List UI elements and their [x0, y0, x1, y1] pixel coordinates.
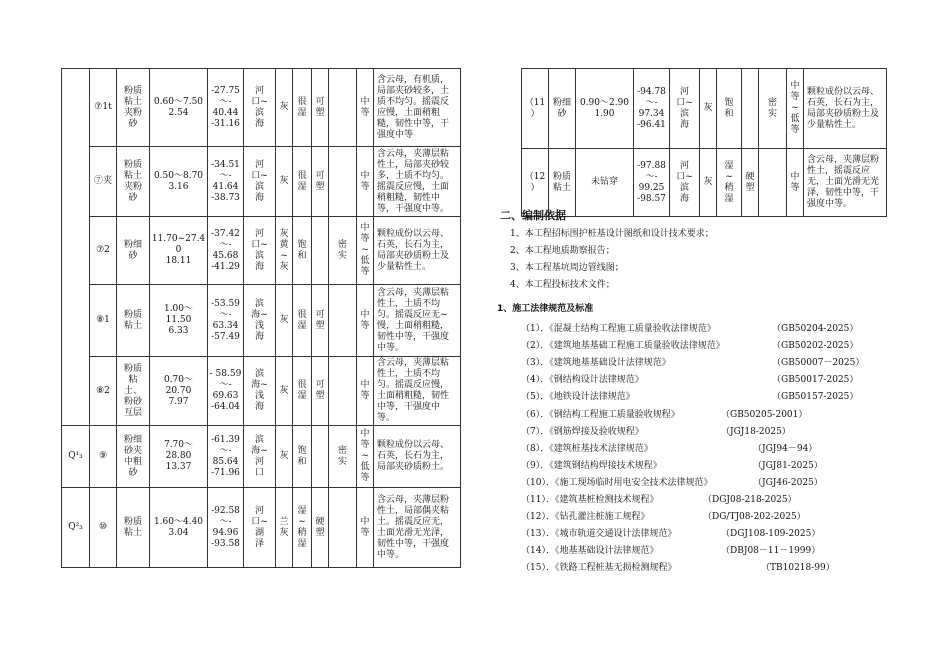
elevation-cell: -94.78 ～- 97.34 -96.41: [634, 69, 670, 149]
standard-item: [521, 494, 921, 507]
thickness-cell: 1.00～ 11.50 6.33: [150, 285, 208, 357]
layer-no-cell: ⑨: [90, 426, 117, 488]
soil-name-cell: 粉细 砂: [549, 69, 576, 149]
origin-cell: 河 口~ 滨 海: [244, 217, 276, 285]
moisture-cell: 饱 和: [717, 69, 742, 149]
layer-no-cell: ⑧1: [90, 285, 117, 357]
standard-title: （7）．《钢筋焊接及验收规程》: [521, 426, 644, 437]
density-cell: [329, 69, 357, 147]
description-cell: 含云母，夹薄层粘性土，土质不均匀。摇震反应慢，土面稍粗糙，韧性中等，干强度中等。: [374, 357, 461, 426]
plasticity-cell: [742, 69, 759, 149]
standard-title: （12）．《钻孔灌注桩施工规程》: [521, 512, 650, 523]
standard-code: （GB50202-2025）: [772, 341, 859, 352]
standard-code: （GB50017-2025）: [772, 375, 859, 386]
table-row: [62, 69, 461, 147]
era-cell: [62, 69, 90, 426]
elevation-cell: -53.59 ～- 63.34 -57.49: [208, 285, 244, 357]
standard-code: （DGJ08-218-2025）: [703, 495, 797, 505]
thickness-cell: 0.60～7.50 2.54: [150, 69, 208, 147]
standard-title: （15）．《铁路工程桩基无损检测规程》: [521, 563, 677, 574]
standard-title: （8）．《建筑桩基技术法律规范》: [521, 443, 653, 454]
soil-layer-table-left: [61, 68, 461, 568]
standard-code: （GB50205-2001）: [721, 409, 808, 420]
standard-item: [521, 528, 921, 541]
plasticity-cell: 可 塑: [312, 147, 329, 217]
standard-code: （DG/TJ08-202-2025）: [703, 512, 806, 523]
color-cell: 灰: [700, 69, 717, 149]
soil-name-cell: 粉质 粘土: [549, 149, 576, 217]
plasticity-cell: 硬 塑: [312, 488, 329, 568]
soil-name-cell: 粉质 粘 土、 粉砂 互层: [117, 357, 150, 426]
origin-cell: 滨 海~ 浅 海: [244, 285, 276, 357]
compressibility-cell: 中 等: [357, 357, 374, 426]
moisture-cell: 很 湿: [293, 357, 312, 426]
origin-cell: 河 口~ 滨 海: [670, 149, 700, 217]
thickness-cell: 未钻穿: [576, 149, 634, 217]
description-cell: 颗粒成份以云母、石英，长石为主，局部夹砂质粉土。: [374, 426, 461, 488]
thickness-cell: 0.70～ 20.70 7.97: [150, 357, 208, 426]
origin-cell: 河 口~ 滨 海: [670, 69, 700, 149]
standard-title: （2）．《建筑地基基础工程施工质量验收法律规范》: [521, 341, 725, 352]
description-cell: 颗粒成份以云母、石英，长石为主，局部夹砂质粉土及少量粘性土。: [804, 69, 887, 149]
moisture-cell: 很 湿: [293, 69, 312, 147]
standard-title: （14）．《地基基础设计法律规范》: [521, 546, 659, 557]
soil-name-cell: 粉细 砂: [117, 217, 150, 285]
standard-title: （9）．《建筑钢结构焊接技术规程》: [521, 460, 662, 471]
era-cell: Q²₃: [62, 488, 90, 568]
standard-title: （4）．《钢结构设计法律规范》: [521, 375, 644, 386]
layer-no-cell: ⑧2: [90, 357, 117, 426]
standard-code: （GB50157-2025）: [772, 392, 859, 403]
layer-no-cell: ⑩: [90, 488, 117, 568]
soil-name-cell: 粉质 粘土: [117, 285, 150, 357]
compressibility-cell: 中 等: [357, 285, 374, 357]
moisture-cell: 很 湿: [293, 147, 312, 217]
standard-code: （GB50204-2025）: [772, 324, 859, 334]
plasticity-cell: [312, 217, 329, 285]
elevation-cell: -34.51 ～- 41.64 -38.73: [208, 147, 244, 217]
soil-name-cell: 粉细 砂夹 中粗 砂: [117, 426, 150, 488]
table-row: [62, 285, 461, 357]
elevation-cell: -27.75 ～- 40.44 -31.16: [208, 69, 244, 147]
layer-no-cell: （11 ）: [522, 69, 549, 149]
standard-code: （TB10218-99）: [761, 563, 835, 574]
description-cell: 颗粒成份以云母、石英，长石为主，局部夹砂质粉土及少量粘性土。: [374, 217, 461, 285]
color-cell: 灰: [276, 357, 293, 426]
standard-title: （13）．《城市轨道交通设计法律规范》: [521, 529, 677, 540]
standard-title: （5）．《地铁设计法律规范》: [521, 392, 635, 403]
density-cell: [329, 147, 357, 217]
density-cell: [759, 149, 787, 217]
soil-name-cell: 粉质 粘土 夹粉 砂: [117, 147, 150, 217]
standard-code: （JGJ46-2025）: [753, 477, 823, 488]
moisture-cell: 很 湿: [293, 285, 312, 357]
moisture-cell: 饱 和: [293, 426, 312, 488]
table-row: [62, 426, 461, 488]
density-cell: 密 实: [329, 426, 357, 488]
standard-item: [521, 323, 921, 336]
standard-item: [521, 409, 921, 422]
compressibility-cell: 中 等: [357, 69, 374, 147]
elevation-cell: -97.88 ～- 99.25 -98.57: [634, 149, 670, 217]
soil-name-cell: 粉质 粘土 夹粉 砂: [117, 69, 150, 147]
origin-cell: 滨 海~ 河 口: [244, 426, 276, 488]
standard-title: （10）．《施工现场临时用电安全技术法律规范》: [521, 477, 713, 488]
color-cell: 灰: [276, 147, 293, 217]
standard-item: [521, 443, 921, 456]
compressibility-cell: 中 等 ~ 低 等: [357, 426, 374, 488]
moisture-cell: 湿 ~ 稍 湿: [717, 149, 742, 217]
standard-code: （JGJ94－94）: [753, 443, 818, 454]
color-cell: 灰: [276, 285, 293, 357]
color-cell: 灰: [700, 149, 717, 217]
standard-title: （1）．《混凝土结构工程施工质量验收法律规范》: [521, 324, 716, 334]
description-cell: 含云母，有机质，局部夹砂较多，土质不均匀。摇震反应慢，土面稍粗糙，韧性中等，干强度中等: [374, 69, 461, 147]
standard-item: [521, 426, 921, 439]
origin-cell: 河 口~ 滨 海: [244, 69, 276, 147]
color-cell: 兰 灰: [276, 488, 293, 568]
standard-title: （3）．《建筑地基基础设计法律规范》: [521, 358, 671, 369]
plasticity-cell: [312, 426, 329, 488]
standard-item: [521, 511, 921, 524]
standard-item: [521, 340, 921, 353]
standard-code: （DBJ08－11－1999）: [721, 546, 821, 557]
origin-cell: 滨 海~ 浅 海: [244, 357, 276, 426]
subsection-heading: 1、施工法律规范及标准: [497, 304, 594, 314]
soil-name-cell: 粉质 粘土: [117, 488, 150, 568]
table-row: [62, 357, 461, 426]
standard-item: [521, 357, 921, 370]
plasticity-cell: 硬 塑: [742, 149, 759, 217]
standard-item: [521, 391, 921, 404]
standard-code: （DGJ108-109-2025）: [721, 529, 821, 540]
description-cell: 含云母，夹薄层粘性土，土质不均匀。摇震反应无~慢，土面稍粗糙，韧性中等，干强度中等。: [374, 285, 461, 357]
layer-no-cell: ⑦2: [90, 217, 117, 285]
thickness-cell: 0.50～8.70 3.16: [150, 147, 208, 217]
density-cell: 密 实: [759, 69, 787, 149]
compressibility-cell: 中 等 ~ 低 等: [357, 217, 374, 285]
elevation-cell: -37.42 ～- 45.68 -41.29: [208, 217, 244, 285]
compressibility-cell: 中 等: [357, 488, 374, 568]
standard-code: （GB50007－2025）: [772, 358, 865, 369]
color-cell: 灰: [276, 69, 293, 147]
table-row: [522, 149, 887, 217]
elevation-cell: -92.58 ～- 94.96 -93.58: [208, 488, 244, 568]
section-heading: 二、编制依据: [500, 209, 566, 222]
basis-item: 1、本工程招标围护桩基设计图纸和设计技术要求；: [510, 229, 714, 239]
thickness-cell: 1.60～4.40 3.04: [150, 488, 208, 568]
layer-no-cell: ⑦1t: [90, 69, 117, 147]
description-cell: 含云母，夹薄层粘性土，局部夹砂较多，土质不均匀。摇震反应慢，土面稍粗糙，韧性中等，干强度中等。: [374, 147, 461, 217]
elevation-cell: - 58.59 ～- 69.63 -64.04: [208, 357, 244, 426]
density-cell: [329, 285, 357, 357]
standard-item: [521, 374, 921, 387]
density-cell: [329, 488, 357, 568]
origin-cell: 河 口~ 滨 海: [244, 147, 276, 217]
plasticity-cell: 可 塑: [312, 285, 329, 357]
table-row: [62, 147, 461, 217]
elevation-cell: -61.39 ～- 85.64 -71.96: [208, 426, 244, 488]
thickness-cell: 11.70~27.4 0 18.11: [150, 217, 208, 285]
standard-code: （JGJ18-2025）: [721, 426, 791, 437]
description-cell: 含云母，夹薄层粉性土，摇震反应无，土面光滑无光泽，韧性中等，干强度中等。: [804, 149, 887, 217]
compressibility-cell: 中 等: [787, 149, 804, 217]
basis-item: 2、本工程地质勘察报告；: [510, 246, 615, 256]
table-row: [62, 488, 461, 568]
compressibility-cell: 中 等: [357, 147, 374, 217]
standard-item: [521, 562, 921, 575]
plasticity-cell: 可 塑: [312, 69, 329, 147]
standard-code: （JGJ81-2025）: [753, 460, 823, 471]
standard-title: （6）．《钢结构工程施工质量验收规程》: [521, 409, 680, 420]
standard-item: [521, 545, 921, 558]
origin-cell: 河 口~ 湖 泽: [244, 488, 276, 568]
color-cell: 灰: [276, 426, 293, 488]
table-row: [522, 69, 887, 149]
density-cell: [329, 357, 357, 426]
basis-item: 3、本工程基坑周边管线图；: [510, 263, 624, 273]
basis-item: 4、本工程投标技术文件；: [510, 280, 615, 290]
layer-no-cell: （12 ）: [522, 149, 549, 217]
plasticity-cell: 可 塑: [312, 357, 329, 426]
moisture-cell: 饱 和: [293, 217, 312, 285]
description-cell: 含云母，夹薄层粉性土，局部偶夹粘土。摇震反应无，土面光滑无光泽，韧性中等，干强度中等。: [374, 488, 461, 568]
table-row: [62, 217, 461, 285]
moisture-cell: 湿 ~ 稍 湿: [293, 488, 312, 568]
color-cell: 灰 黄 ~ 灰: [276, 217, 293, 285]
layer-no-cell: ⑦夹: [90, 147, 117, 217]
compressibility-cell: 中 等 ~ 低 等: [787, 69, 804, 149]
era-cell: Q¹₃: [62, 426, 90, 488]
density-cell: 密 实: [329, 217, 357, 285]
thickness-cell: 0.90～2.90 1.90: [576, 69, 634, 149]
standard-title: （11）．《建筑基桩检测技术规程》: [521, 495, 659, 505]
standard-item: [521, 460, 921, 473]
soil-layer-table-right: [521, 68, 887, 217]
standard-item: [521, 477, 921, 490]
thickness-cell: 7.70～ 28.80 13.37: [150, 426, 208, 488]
